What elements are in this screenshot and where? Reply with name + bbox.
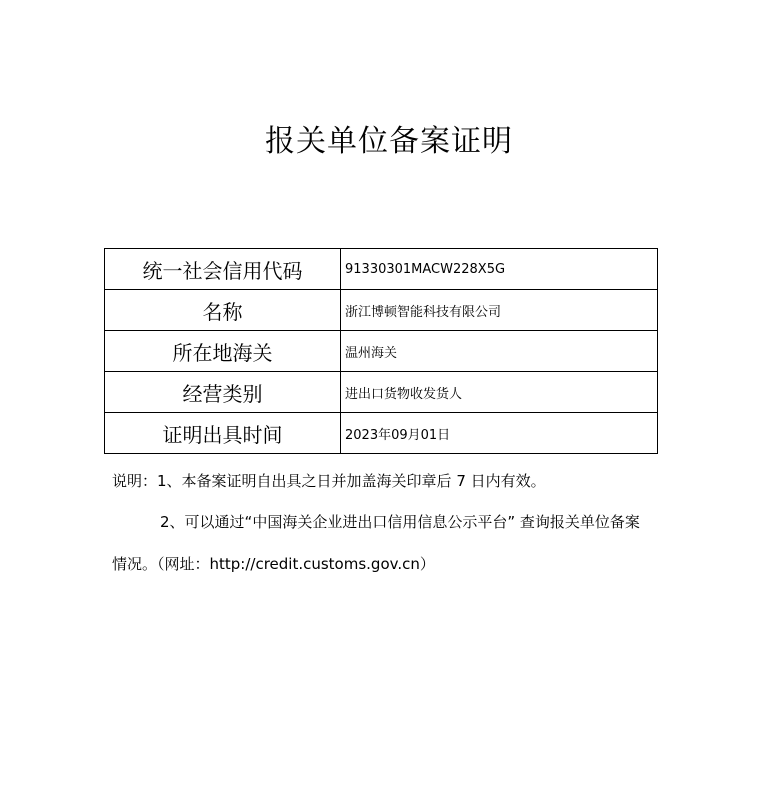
table-row [105,413,658,454]
row-label-business-type: 经营类别 [105,372,341,413]
table-row [105,331,658,372]
table-row [105,372,658,413]
table-row [105,290,658,331]
record-table [104,248,658,454]
row-value-business-type: 进出口货物收发货人 [341,372,658,413]
row-value-name: 浙江博顿智能科技有限公司 [341,290,658,331]
note-line-3: 情况。（网址：http://credit.customs.gov.cn） [112,555,435,573]
row-label-name: 名称 [105,290,341,331]
row-label-issue-date: 证明出具时间 [105,413,341,454]
row-label-credit-code: 统一社会信用代码 [105,249,341,290]
note-line-1: 说明：1、本备案证明自出具之日并加盖海关印章后 7 日内有效。 [112,472,546,490]
note-line-2: 2、可以通过“中国海关企业进出口信用信息公示平台” 查询报关单位备案 [160,513,640,531]
row-label-customs: 所在地海关 [105,331,341,372]
document-title: 报关单位备案证明 [265,124,513,159]
row-value-issue-date: 2023年09月01日 [341,413,658,454]
row-value-customs: 温州海关 [341,331,658,372]
row-value-credit-code: 91330301MACW228X5G [341,249,658,290]
table-row [105,249,658,290]
